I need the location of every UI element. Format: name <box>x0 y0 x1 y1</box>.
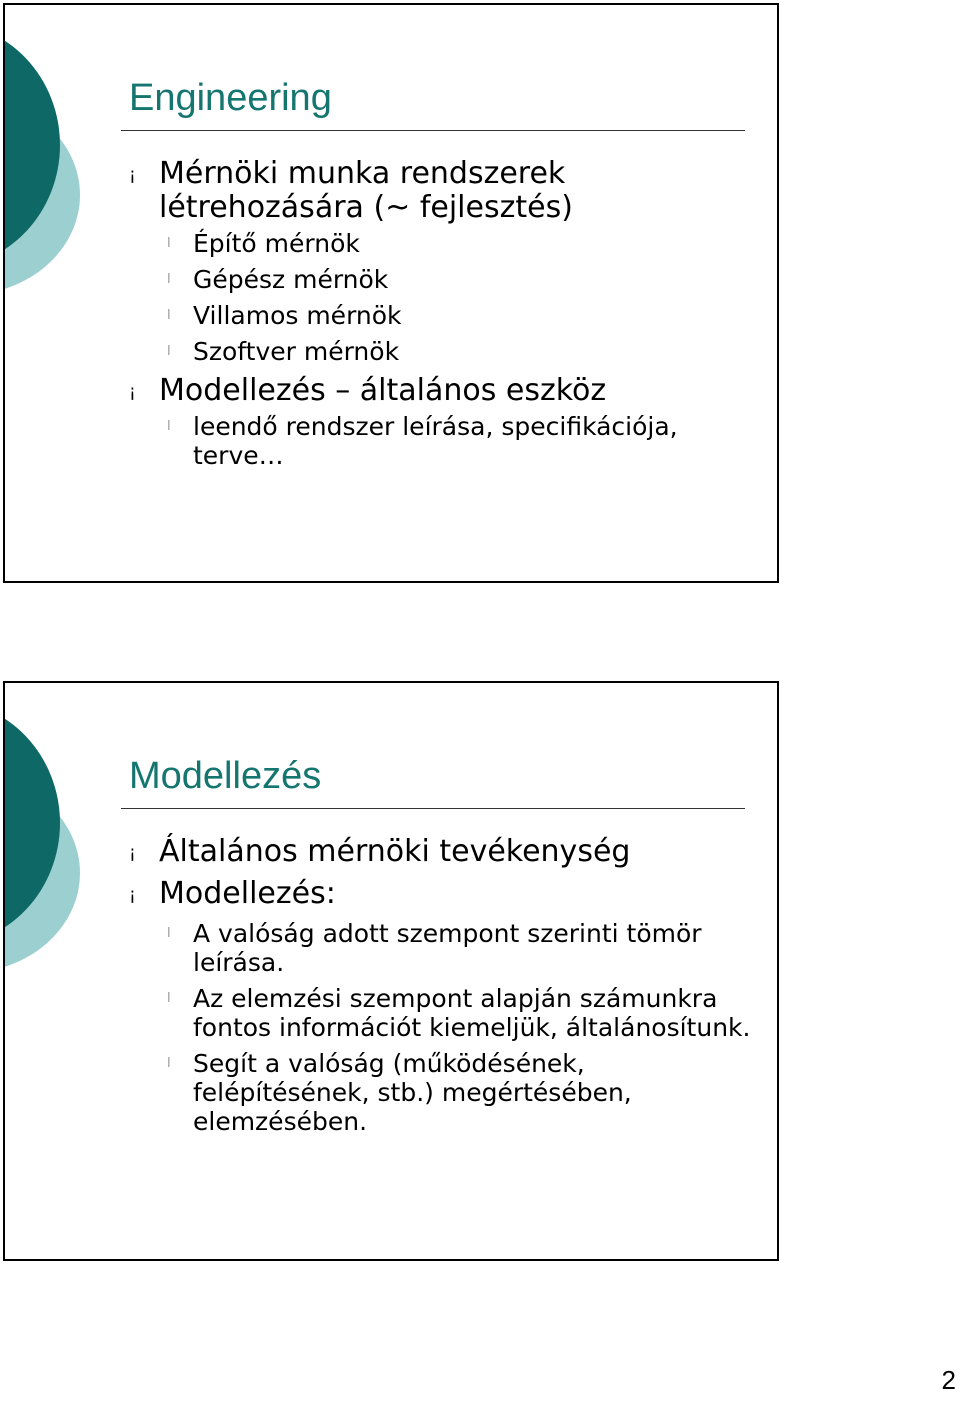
title-divider <box>121 130 745 131</box>
sub-bullet-item <box>125 984 765 1042</box>
page-number: 2 <box>941 1365 956 1395</box>
sub-bullet-icon: l <box>167 344 171 359</box>
sub-bullet-icon: l <box>167 308 171 323</box>
slide-title: Modellezés <box>129 755 322 797</box>
sub-bullet-icon: l <box>167 926 171 941</box>
sub-bullet-text: Szoftver mérnök <box>193 337 400 366</box>
sub-bullet-text: Gépész mérnök <box>193 265 389 294</box>
decorative-arc-graphic <box>5 683 125 1003</box>
slide-title: Engineering <box>129 77 332 119</box>
bullet-icon: ¡ <box>129 843 136 863</box>
slide-1 <box>3 3 779 583</box>
bullet-icon: ¡ <box>129 885 136 905</box>
bullet-icon: ¡ <box>129 165 136 185</box>
bullet-item <box>125 157 765 225</box>
bullet-text: Általános mérnöki tevékenység <box>159 834 631 869</box>
sub-bullet-item <box>125 337 765 366</box>
sub-bullet-text: A valóság adott szempont szerinti tömör leírása. <box>193 919 702 977</box>
sub-bullet-icon: l <box>167 991 171 1006</box>
sub-bullet-item <box>125 265 765 294</box>
bullet-icon: ¡ <box>129 382 136 402</box>
sub-bullet-item <box>125 301 765 330</box>
sub-bullet-item <box>125 919 765 977</box>
sub-bullet-text: Építő mérnök <box>193 229 360 258</box>
slide-content <box>125 157 765 477</box>
sub-bullet-icon: l <box>167 236 171 251</box>
sub-bullet-item <box>125 412 765 470</box>
slide-2 <box>3 681 779 1261</box>
sub-bullet-text: leendő rendszer leírása, specifikációja, terve… <box>193 412 678 470</box>
bullet-item <box>125 374 765 408</box>
bullet-text: Modellezés: <box>159 876 336 911</box>
sub-bullet-icon: l <box>167 1056 171 1071</box>
bullet-text: Mérnöki munka rendszerek létrehozására (~ fejlesztés) <box>159 156 573 225</box>
sub-bullet-icon: l <box>167 272 171 287</box>
sub-bullet-item <box>125 1049 765 1136</box>
decorative-arc-graphic <box>5 5 125 325</box>
sub-bullet-text: Segít a valóság (működésének, felépítésének, stb.) megértésében, elemzésében. <box>193 1049 632 1136</box>
bullet-text: Modellezés – általános eszköz <box>159 373 607 408</box>
title-divider <box>121 808 745 809</box>
bullet-item <box>125 835 765 869</box>
bullet-item <box>125 877 765 911</box>
sub-bullet-text: Az elemzési szempont alapján számunkra fontos információt kiemeljük, általánosítunk. <box>193 984 751 1042</box>
slide-content <box>125 835 765 1143</box>
sub-bullet-icon: l <box>167 419 171 434</box>
sub-bullet-text: Villamos mérnök <box>193 301 402 330</box>
sub-bullet-item <box>125 229 765 258</box>
